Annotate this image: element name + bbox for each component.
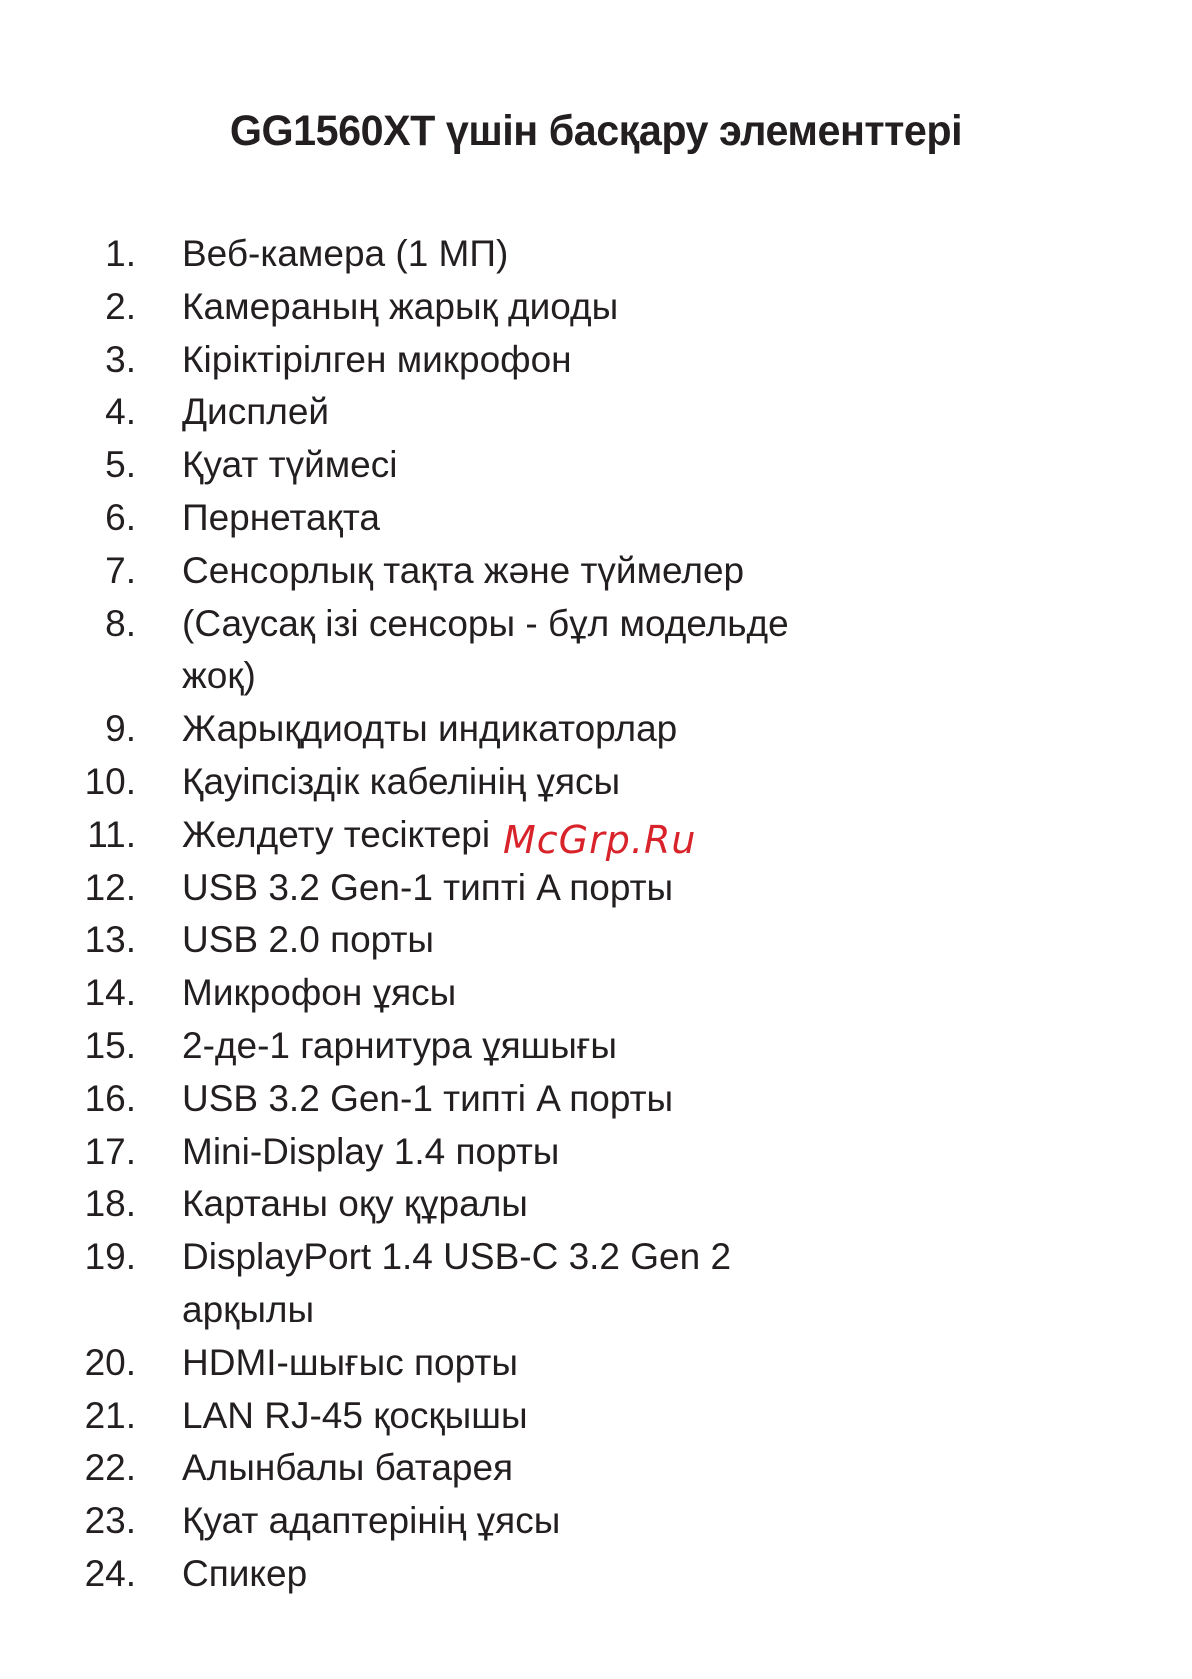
item-number: 2. [105, 285, 136, 327]
item-number: 21. [84, 1394, 136, 1436]
item-number: 6. [105, 496, 136, 538]
item-text: Камераның жарық диоды [182, 285, 619, 327]
list-item [0, 545, 822, 598]
item-number: 10. [84, 760, 136, 802]
list-item [0, 228, 822, 281]
item-text: USB 2.0 порты [182, 919, 434, 961]
list-item [0, 439, 822, 492]
list-item [0, 1548, 822, 1601]
controls-list [0, 228, 822, 1601]
list-item [0, 1020, 822, 1073]
item-text: Спикер [182, 1552, 308, 1594]
item-number: 14. [84, 972, 136, 1014]
item-text: USB 3.2 Gen-1 типті A порты [182, 1077, 674, 1119]
watermark: McGrp.Ru [503, 818, 697, 862]
item-number: 16. [84, 1077, 136, 1119]
list-item [0, 281, 822, 334]
list-item [0, 756, 822, 809]
item-number: 9. [105, 708, 136, 750]
item-text: Жарықдиодты индикаторлар [182, 708, 678, 750]
item-text: Қуат адаптерінің ұясы [182, 1500, 561, 1542]
item-text: Mini-Display 1.4 порты [182, 1130, 560, 1172]
item-number: 17. [84, 1130, 136, 1172]
item-number: 3. [105, 338, 136, 380]
item-text: USB 3.2 Gen-1 типті A порты [182, 866, 674, 908]
item-number: 20. [84, 1341, 136, 1383]
item-text: LAN RJ-45 қосқышы [182, 1394, 528, 1436]
item-number: 15. [84, 1024, 136, 1066]
item-number: 12. [84, 866, 136, 908]
item-number: 19. [84, 1236, 136, 1278]
list-item [0, 862, 822, 915]
item-number: 1. [105, 233, 136, 274]
item-text: Пернетақта [182, 496, 380, 538]
list-item [0, 1337, 822, 1390]
item-text: Веб-камера (1 МП) [182, 233, 509, 274]
item-text: DisplayPort 1.4 USB-C 3.2 Gen 2 арқылы [182, 1236, 732, 1330]
item-number: 4. [105, 391, 136, 433]
item-text: Қауіпсіздік кабелінің ұясы [182, 760, 621, 802]
list-item [0, 1390, 822, 1443]
item-text: Қуат түймесі [182, 444, 398, 486]
list-item [0, 809, 822, 862]
list-item [0, 1126, 822, 1179]
item-text: Кіріктірілген микрофон [182, 338, 572, 380]
item-text: (Саусақ ізі сенсоры - бұл модельде жоқ) [182, 602, 789, 697]
item-text: Дисплей [182, 391, 330, 433]
item-number: 24. [84, 1552, 136, 1594]
item-number: 13. [84, 919, 136, 961]
page-title: GG1560XT үшін басқару элементтері [229, 106, 963, 155]
item-number: 22. [84, 1447, 136, 1489]
item-number: 7. [105, 549, 136, 591]
list-item [0, 967, 822, 1020]
item-text: Сенсорлық тақта және түймелер [182, 549, 745, 591]
list-item [0, 334, 822, 387]
list-item [0, 1231, 822, 1337]
item-text: 2-де-1 гарнитура ұяшығы [182, 1024, 617, 1066]
list-item [0, 386, 822, 439]
list-item [0, 598, 822, 704]
list-item [0, 1073, 822, 1126]
item-text: Алынбалы батарея [182, 1447, 514, 1489]
list-item [0, 1178, 822, 1231]
item-text: Желдету тесіктері [182, 813, 491, 855]
item-text: Микрофон ұясы [182, 972, 457, 1014]
item-number: 8. [105, 602, 136, 644]
list-item [0, 914, 822, 967]
item-number: 23. [84, 1500, 136, 1542]
item-number: 18. [84, 1183, 136, 1225]
list-item [0, 1495, 822, 1548]
item-number: 5. [105, 444, 136, 486]
item-text: HDMI-шығыс порты [182, 1341, 518, 1383]
list-item [0, 703, 822, 756]
item-text: Картаны оқу құралы [182, 1183, 528, 1225]
list-item [0, 1442, 822, 1495]
list-item [0, 492, 822, 545]
item-number: 11. [87, 813, 136, 855]
